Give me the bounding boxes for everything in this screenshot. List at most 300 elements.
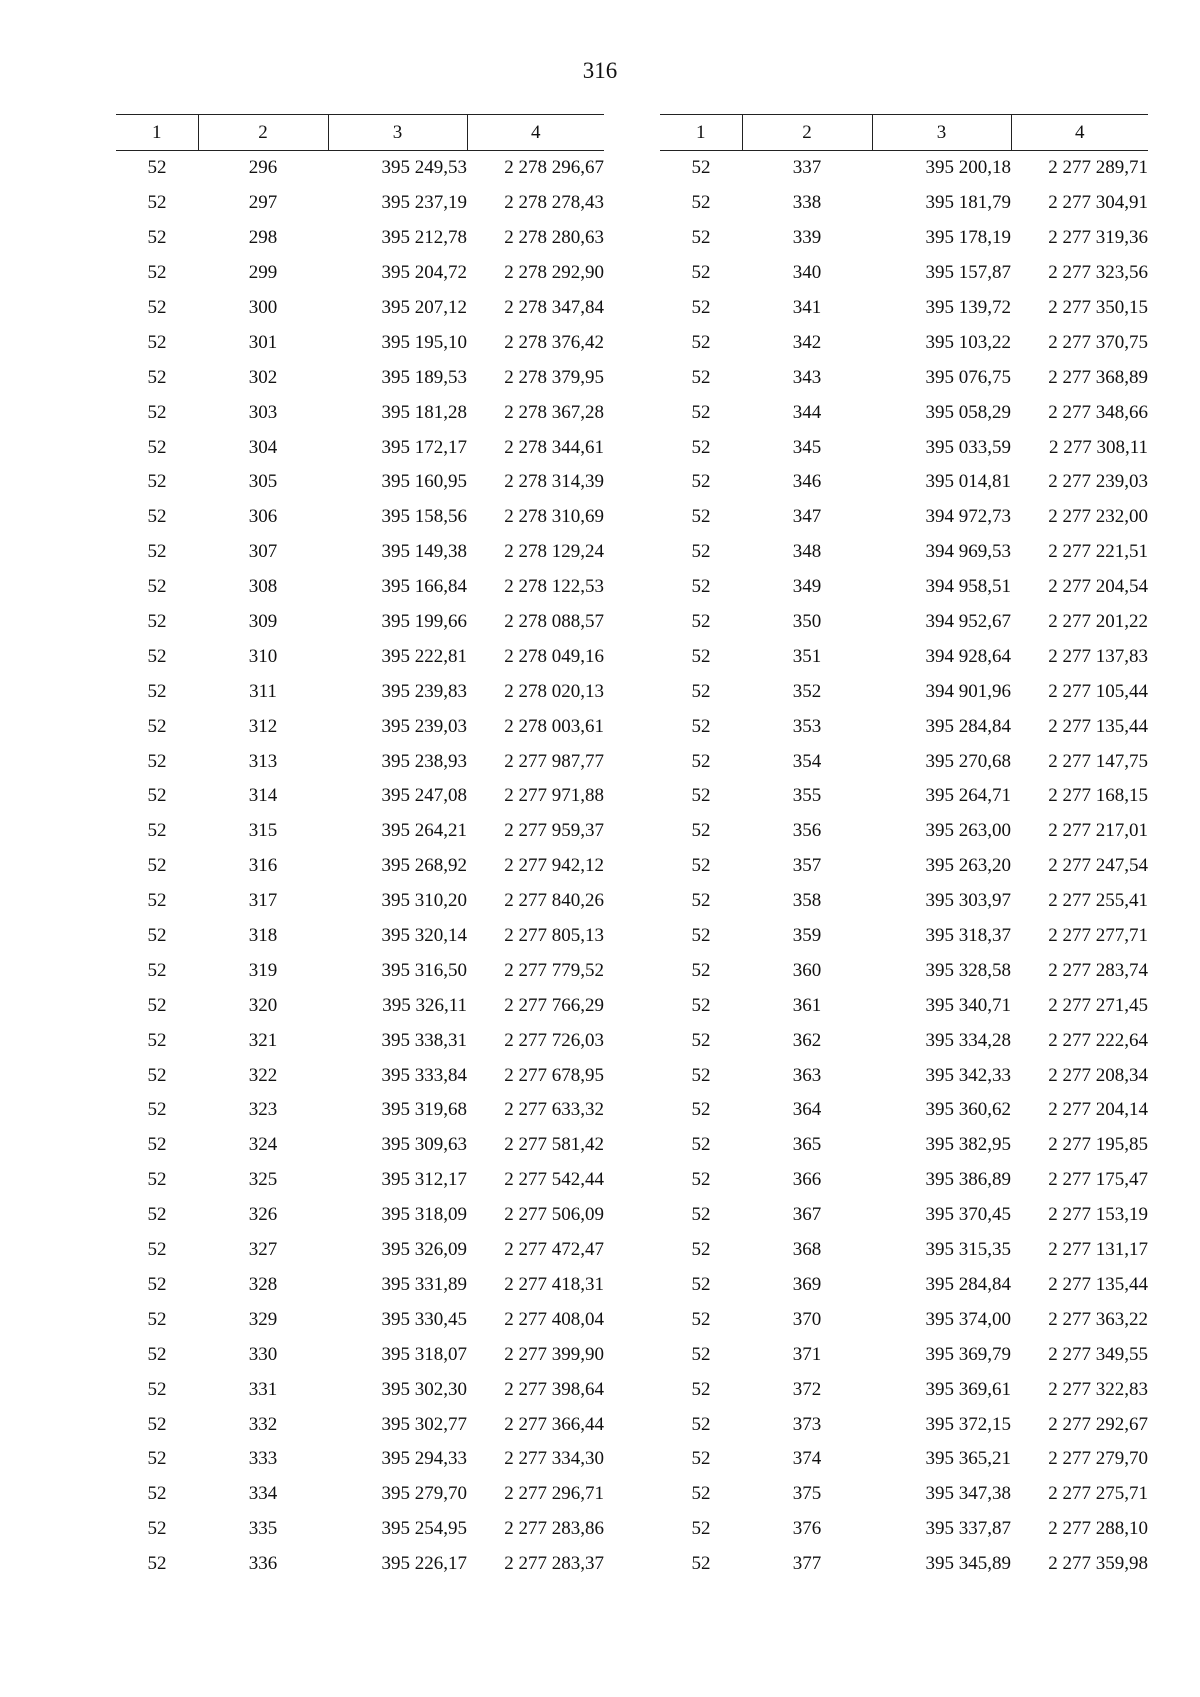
point-number-cell: 351: [792, 645, 822, 667]
zone-number-cell: 52: [147, 192, 167, 214]
coordinate-x-cell: 395 189,53: [381, 366, 467, 388]
coordinate-y-cell: 2 277 283,37: [504, 1553, 604, 1575]
coordinate-y-cell: 2 278 347,84: [504, 297, 604, 318]
point-number-cell: 296: [248, 157, 278, 179]
zone-number-cell: 52: [691, 820, 711, 842]
coordinate-x-cell: 395 312,17: [381, 1169, 467, 1191]
zone-number-cell: 52: [691, 576, 711, 598]
coordinate-x-cell: 394 928,64: [925, 645, 1011, 667]
point-number-cell: 326: [248, 1204, 278, 1226]
zone-number-cell: 52: [147, 1029, 167, 1051]
table-row: [660, 814, 1148, 849]
zone-number-cell: 52: [691, 192, 711, 214]
coordinate-y-cell: 2 277 204,14: [1048, 1099, 1148, 1121]
point-number-cell: 373: [792, 1413, 822, 1435]
point-number-cell: 360: [792, 959, 822, 981]
page-number: 316: [582, 58, 618, 83]
coordinate-x-cell: 395 139,72: [925, 297, 1011, 318]
point-number-cell: 330: [248, 1343, 278, 1365]
coordinate-x-cell: 395 200,18: [925, 157, 1011, 179]
zone-number-cell: 52: [691, 1169, 711, 1191]
coordinate-y-cell: 2 277 271,45: [1048, 994, 1148, 1016]
table-row: [660, 919, 1148, 954]
coordinate-y-cell: 2 277 247,54: [1048, 855, 1148, 877]
coordinate-x-cell: 395 334,28: [925, 1029, 1011, 1051]
coordinate-x-cell: 395 158,56: [381, 506, 467, 528]
point-number-cell: 350: [792, 611, 822, 633]
coordinate-x-cell: 395 347,38: [925, 1483, 1011, 1505]
column-header-3: 3: [872, 115, 1011, 151]
coordinate-x-cell: 395 316,50: [381, 959, 467, 981]
table-row: [660, 709, 1148, 744]
coordinate-y-cell: 2 278 314,39: [504, 471, 604, 493]
point-number-cell: 339: [792, 227, 822, 249]
point-number-cell: 331: [248, 1378, 278, 1400]
coordinate-x-cell: 395 319,68: [381, 1099, 467, 1121]
zone-number-cell: 52: [691, 959, 711, 981]
table-row: [116, 1512, 604, 1547]
point-number-cell: 309: [248, 611, 278, 633]
point-number-cell: 359: [792, 925, 822, 947]
zone-number-cell: 52: [691, 1448, 711, 1470]
point-number-cell: 299: [248, 262, 278, 284]
coordinate-x-cell: 394 901,96: [925, 680, 1011, 702]
zone-number-cell: 52: [147, 506, 167, 528]
zone-number-cell: 52: [147, 541, 167, 563]
table-row: [660, 151, 1148, 186]
table-row: [660, 395, 1148, 430]
table-row: [116, 1337, 604, 1372]
coordinate-x-cell: 395 302,77: [381, 1413, 467, 1435]
zone-number-cell: 52: [691, 1413, 711, 1435]
table-row: [116, 325, 604, 360]
point-number-cell: 343: [792, 366, 822, 388]
table-row: [116, 256, 604, 291]
point-number-cell: 344: [792, 401, 822, 423]
coordinate-y-cell: 2 278 296,67: [504, 157, 604, 179]
table-row: [116, 1302, 604, 1337]
coordinate-x-cell: 395 370,45: [925, 1204, 1011, 1226]
coordinate-y-cell: 2 277 204,54: [1048, 576, 1148, 598]
zone-number-cell: 52: [147, 576, 167, 598]
coordinate-x-cell: 395 302,30: [381, 1378, 467, 1400]
coordinate-x-cell: 395 320,14: [381, 925, 467, 947]
coordinate-x-cell: 395 181,28: [381, 401, 467, 423]
point-number-cell: 311: [249, 680, 277, 702]
point-number-cell: 301: [248, 331, 278, 353]
zone-number-cell: 52: [147, 611, 167, 633]
point-number-cell: 365: [792, 1134, 822, 1156]
point-number-cell: 320: [248, 994, 278, 1016]
table-row: [116, 1023, 604, 1058]
table-row: [116, 360, 604, 395]
table-row: [660, 256, 1148, 291]
point-number-cell: 340: [792, 262, 822, 284]
zone-number-cell: 52: [147, 1553, 167, 1575]
point-number-cell: 314: [248, 785, 278, 807]
coordinate-y-cell: 2 277 137,83: [1048, 645, 1148, 667]
coordinate-y-cell: 2 278 310,69: [504, 506, 604, 528]
point-number-cell: 357: [792, 855, 822, 877]
table-row: [660, 1337, 1148, 1372]
coordinate-x-cell: 395 386,89: [925, 1169, 1011, 1191]
table-row: [116, 988, 604, 1023]
point-number-cell: 318: [248, 925, 278, 947]
point-number-cell: 316: [248, 855, 278, 877]
zone-number-cell: 52: [147, 925, 167, 947]
point-number-cell: 366: [792, 1169, 822, 1191]
table-row: [116, 744, 604, 779]
coordinate-y-cell: 2 278 379,95: [504, 366, 604, 388]
table-row: [660, 570, 1148, 605]
table-body-left: [116, 151, 604, 1582]
table-row: [116, 814, 604, 849]
table-row: [660, 1372, 1148, 1407]
coordinate-y-cell: 2 277 348,66: [1048, 401, 1148, 423]
zone-number-cell: 52: [691, 890, 711, 912]
table-row: [660, 1163, 1148, 1198]
zone-number-cell: 52: [147, 785, 167, 807]
coordinate-y-cell: 2 277 217,01: [1048, 820, 1148, 842]
coordinate-y-cell: 2 277 289,71: [1048, 157, 1148, 179]
point-number-cell: 370: [792, 1308, 822, 1330]
coordinate-y-cell: 2 277 368,89: [1048, 366, 1148, 388]
zone-number-cell: 52: [691, 331, 711, 353]
table-row: [116, 570, 604, 605]
coordinate-x-cell: 395 014,81: [925, 471, 1011, 493]
point-number-cell: 332: [248, 1413, 278, 1435]
point-number-cell: 341: [792, 297, 822, 318]
zone-number-cell: 52: [691, 994, 711, 1016]
table-row: [660, 360, 1148, 395]
column-header-4: 4: [1011, 115, 1148, 151]
coordinate-y-cell: 2 277 959,37: [504, 820, 604, 842]
zone-number-cell: 52: [691, 1343, 711, 1365]
zone-number-cell: 52: [147, 366, 167, 388]
coordinate-y-cell: 2 278 049,16: [504, 645, 604, 667]
table-header-row: [660, 115, 1148, 151]
coordinate-x-cell: 395 318,07: [381, 1343, 467, 1365]
coordinate-x-cell: 395 342,33: [925, 1064, 1011, 1086]
point-number-cell: 346: [792, 471, 822, 493]
table-row: [116, 151, 604, 186]
point-number-cell: 306: [248, 506, 278, 528]
point-number-cell: 372: [792, 1378, 822, 1400]
table-row: [660, 674, 1148, 709]
coordinate-y-cell: 2 277 222,64: [1048, 1029, 1148, 1051]
zone-number-cell: 52: [691, 227, 711, 249]
zone-number-cell: 52: [691, 1518, 711, 1540]
point-number-cell: 327: [248, 1239, 278, 1261]
coordinate-y-cell: 2 277 581,42: [504, 1134, 604, 1156]
point-number-cell: 328: [248, 1273, 278, 1295]
coordinate-x-cell: 395 207,12: [381, 297, 467, 318]
table-row: [116, 953, 604, 988]
coordinate-y-cell: 2 277 418,31: [504, 1273, 604, 1295]
table-row: [660, 291, 1148, 326]
coordinate-x-cell: 395 249,53: [381, 157, 467, 179]
coordinate-x-cell: 395 331,89: [381, 1273, 467, 1295]
coordinate-y-cell: 2 277 147,75: [1048, 750, 1148, 772]
point-number-cell: 358: [792, 890, 822, 912]
coordinate-y-cell: 2 277 255,41: [1048, 890, 1148, 912]
coordinate-x-cell: 395 268,92: [381, 855, 467, 877]
coordinate-y-cell: 2 277 408,04: [504, 1308, 604, 1330]
point-number-cell: 297: [248, 192, 278, 214]
table-row: [116, 639, 604, 674]
zone-number-cell: 52: [147, 1204, 167, 1226]
table-row: [116, 1268, 604, 1303]
coordinate-y-cell: 2 278 344,61: [504, 436, 604, 458]
zone-number-cell: 52: [691, 1273, 711, 1295]
table-row: [116, 465, 604, 500]
zone-number-cell: 52: [147, 715, 167, 737]
table-row: [660, 1477, 1148, 1512]
zone-number-cell: 52: [147, 855, 167, 877]
table-row: [660, 1233, 1148, 1268]
zone-number-cell: 52: [147, 750, 167, 772]
coordinate-x-cell: 395 345,89: [925, 1553, 1011, 1575]
zone-number-cell: 52: [691, 1308, 711, 1330]
column-header-2: 2: [742, 115, 872, 151]
coordinate-x-cell: 395 338,31: [381, 1029, 467, 1051]
coordinate-x-cell: 395 149,38: [381, 541, 467, 563]
zone-number-cell: 52: [147, 262, 167, 284]
table-row: [660, 325, 1148, 360]
zone-number-cell: 52: [691, 262, 711, 284]
coordinate-y-cell: 2 277 766,29: [504, 994, 604, 1016]
point-number-cell: 324: [248, 1134, 278, 1156]
table-row: [660, 1093, 1148, 1128]
zone-number-cell: 52: [147, 401, 167, 423]
table-row: [116, 1198, 604, 1233]
coordinate-x-cell: 394 958,51: [925, 576, 1011, 598]
table-row: [116, 1547, 604, 1582]
point-number-cell: 315: [248, 820, 278, 842]
coordinate-y-cell: 2 277 349,55: [1048, 1343, 1148, 1365]
table-row: [660, 605, 1148, 640]
point-number-cell: 335: [248, 1518, 278, 1540]
coordinate-y-cell: 2 277 275,71: [1048, 1483, 1148, 1505]
coordinate-y-cell: 2 277 542,44: [504, 1169, 604, 1191]
coordinate-x-cell: 395 333,84: [381, 1064, 467, 1086]
coordinate-y-cell: 2 277 304,91: [1048, 192, 1148, 214]
table-row: [660, 1407, 1148, 1442]
coordinate-x-cell: 395 172,17: [381, 436, 467, 458]
coordinate-x-cell: 395 328,58: [925, 959, 1011, 981]
point-number-cell: 345: [792, 436, 822, 458]
table-row: [660, 953, 1148, 988]
zone-number-cell: 52: [691, 297, 711, 318]
coordinate-x-cell: 395 294,33: [381, 1448, 467, 1470]
coordinate-x-cell: 394 969,53: [925, 541, 1011, 563]
zone-number-cell: 52: [147, 1064, 167, 1086]
coordinate-y-cell: 2 277 319,36: [1048, 227, 1148, 249]
coordinate-x-cell: 395 160,95: [381, 471, 467, 493]
point-number-cell: 375: [792, 1483, 822, 1505]
coordinate-y-cell: 2 277 633,32: [504, 1099, 604, 1121]
coordinate-x-cell: 395 166,84: [381, 576, 467, 598]
coordinate-y-cell: 2 277 232,00: [1048, 506, 1148, 528]
coordinate-y-cell: 2 278 088,57: [504, 611, 604, 633]
zone-number-cell: 52: [147, 436, 167, 458]
zone-number-cell: 52: [147, 1518, 167, 1540]
point-number-cell: 347: [792, 506, 822, 528]
coordinate-y-cell: 2 278 280,63: [504, 227, 604, 249]
point-number-cell: 356: [792, 820, 822, 842]
coordinate-x-cell: 395 340,71: [925, 994, 1011, 1016]
coordinate-x-cell: 395 033,59: [925, 436, 1011, 458]
table-row: [116, 186, 604, 221]
coordinate-y-cell: 2 277 726,03: [504, 1029, 604, 1051]
column-header-1: 1: [116, 115, 198, 151]
point-number-cell: 334: [248, 1483, 278, 1505]
zone-number-cell: 52: [147, 820, 167, 842]
table-row: [660, 1302, 1148, 1337]
table-row: [660, 430, 1148, 465]
coordinate-x-cell: 395 318,37: [925, 925, 1011, 947]
coordinate-x-cell: 395 284,84: [925, 715, 1011, 737]
coordinate-y-cell: 2 277 153,19: [1048, 1204, 1148, 1226]
coordinate-y-cell: 2 277 279,70: [1048, 1448, 1148, 1470]
point-number-cell: 376: [792, 1518, 822, 1540]
coordinate-y-cell: 2 277 398,64: [504, 1378, 604, 1400]
table-row: [660, 1442, 1148, 1477]
coordinates-table-left: [116, 114, 604, 1582]
coordinate-x-cell: 395 195,10: [381, 331, 467, 353]
coordinate-x-cell: 395 270,68: [925, 750, 1011, 772]
point-number-cell: 362: [792, 1029, 822, 1051]
point-number-cell: 307: [248, 541, 278, 563]
coordinate-x-cell: 395 310,20: [381, 890, 467, 912]
coordinate-y-cell: 2 277 987,77: [504, 750, 604, 772]
zone-number-cell: 52: [147, 994, 167, 1016]
zone-number-cell: 52: [691, 785, 711, 807]
table-row: [116, 884, 604, 919]
table-body-right: [660, 151, 1148, 1582]
coordinate-y-cell: 2 278 122,53: [504, 576, 604, 598]
point-number-cell: 302: [248, 366, 278, 388]
coordinate-x-cell: 395 264,71: [925, 785, 1011, 807]
coordinate-x-cell: 395 181,79: [925, 192, 1011, 214]
coordinate-y-cell: 2 277 840,26: [504, 890, 604, 912]
table-row: [116, 1442, 604, 1477]
coordinate-x-cell: 395 372,15: [925, 1413, 1011, 1435]
table-row: [660, 186, 1148, 221]
coordinate-y-cell: 2 277 971,88: [504, 785, 604, 807]
coordinate-x-cell: 395 369,61: [925, 1378, 1011, 1400]
coordinate-x-cell: 395 326,11: [382, 994, 467, 1016]
point-number-cell: 329: [248, 1308, 278, 1330]
point-number-cell: 319: [248, 959, 278, 981]
coordinate-y-cell: 2 277 323,56: [1048, 262, 1148, 284]
table-row: [660, 744, 1148, 779]
table-row: [116, 1407, 604, 1442]
zone-number-cell: 52: [147, 1483, 167, 1505]
zone-number-cell: 52: [147, 297, 167, 318]
coordinate-y-cell: 2 277 805,13: [504, 925, 604, 947]
coordinate-y-cell: 2 277 239,03: [1048, 471, 1148, 493]
zone-number-cell: 52: [147, 680, 167, 702]
coordinate-x-cell: 395 284,84: [925, 1273, 1011, 1295]
coordinate-x-cell: 395 360,62: [925, 1099, 1011, 1121]
coordinate-x-cell: 395 263,20: [925, 855, 1011, 877]
table-row: [660, 1023, 1148, 1058]
coordinate-x-cell: 395 222,81: [381, 645, 467, 667]
coordinate-x-cell: 395 263,00: [925, 820, 1011, 842]
coordinate-y-cell: 2 277 283,86: [504, 1518, 604, 1540]
coordinate-y-cell: 2 277 779,52: [504, 959, 604, 981]
column-header-4: 4: [467, 115, 604, 151]
point-number-cell: 325: [248, 1169, 278, 1191]
coordinate-x-cell: 395 374,00: [925, 1308, 1011, 1330]
coordinate-x-cell: 395 247,08: [381, 785, 467, 807]
table-row: [116, 1058, 604, 1093]
table-row: [660, 884, 1148, 919]
point-number-cell: 364: [792, 1099, 822, 1121]
coordinate-y-cell: 2 277 678,95: [504, 1064, 604, 1086]
table-row: [116, 674, 604, 709]
table-row: [660, 1128, 1148, 1163]
point-number-cell: 304: [248, 436, 278, 458]
point-number-cell: 367: [792, 1204, 822, 1226]
table-row: [116, 849, 604, 884]
table-row: [116, 221, 604, 256]
table-row: [116, 1128, 604, 1163]
zone-number-cell: 52: [147, 471, 167, 493]
zone-number-cell: 52: [147, 1099, 167, 1121]
point-number-cell: 361: [792, 994, 822, 1016]
coordinate-y-cell: 2 277 168,15: [1048, 785, 1148, 807]
coordinate-y-cell: 2 277 472,47: [504, 1239, 604, 1261]
table-row: [116, 709, 604, 744]
coordinate-y-cell: 2 278 278,43: [504, 192, 604, 214]
coordinate-y-cell: 2 277 201,22: [1048, 611, 1148, 633]
coordinate-x-cell: 395 157,87: [925, 262, 1011, 284]
coordinate-y-cell: 2 277 370,75: [1048, 331, 1148, 353]
table-row: [116, 535, 604, 570]
zone-number-cell: 52: [691, 925, 711, 947]
coordinate-y-cell: 2 277 221,51: [1048, 541, 1148, 563]
coordinate-y-cell: 2 277 292,67: [1048, 1413, 1148, 1435]
coordinate-x-cell: 395 076,75: [925, 366, 1011, 388]
coordinate-x-cell: 395 058,29: [925, 401, 1011, 423]
coordinate-y-cell: 2 277 334,30: [504, 1448, 604, 1470]
zone-number-cell: 52: [691, 680, 711, 702]
point-number-cell: 368: [792, 1239, 822, 1261]
table-row: [660, 1547, 1148, 1582]
coordinate-x-cell: 395 199,66: [381, 611, 467, 633]
coordinate-x-cell: 395 337,87: [925, 1518, 1011, 1540]
coordinate-y-cell: 2 278 129,24: [504, 541, 604, 563]
point-number-cell: 337: [792, 157, 822, 179]
point-number-cell: 323: [248, 1099, 278, 1121]
coordinate-y-cell: 2 277 296,71: [504, 1483, 604, 1505]
coordinates-table-right: [660, 114, 1148, 1582]
coordinate-y-cell: 2 277 283,74: [1048, 959, 1148, 981]
zone-number-cell: 52: [691, 1134, 711, 1156]
point-number-cell: 321: [248, 1029, 278, 1051]
coordinate-y-cell: 2 277 308,11: [1048, 436, 1148, 458]
point-number-cell: 371: [792, 1343, 822, 1365]
zone-number-cell: 52: [147, 890, 167, 912]
zone-number-cell: 52: [147, 1169, 167, 1191]
zone-number-cell: 52: [147, 1134, 167, 1156]
zone-number-cell: 52: [147, 1343, 167, 1365]
zone-number-cell: 52: [691, 1483, 711, 1505]
point-number-cell: 374: [792, 1448, 822, 1470]
zone-number-cell: 52: [691, 1064, 711, 1086]
